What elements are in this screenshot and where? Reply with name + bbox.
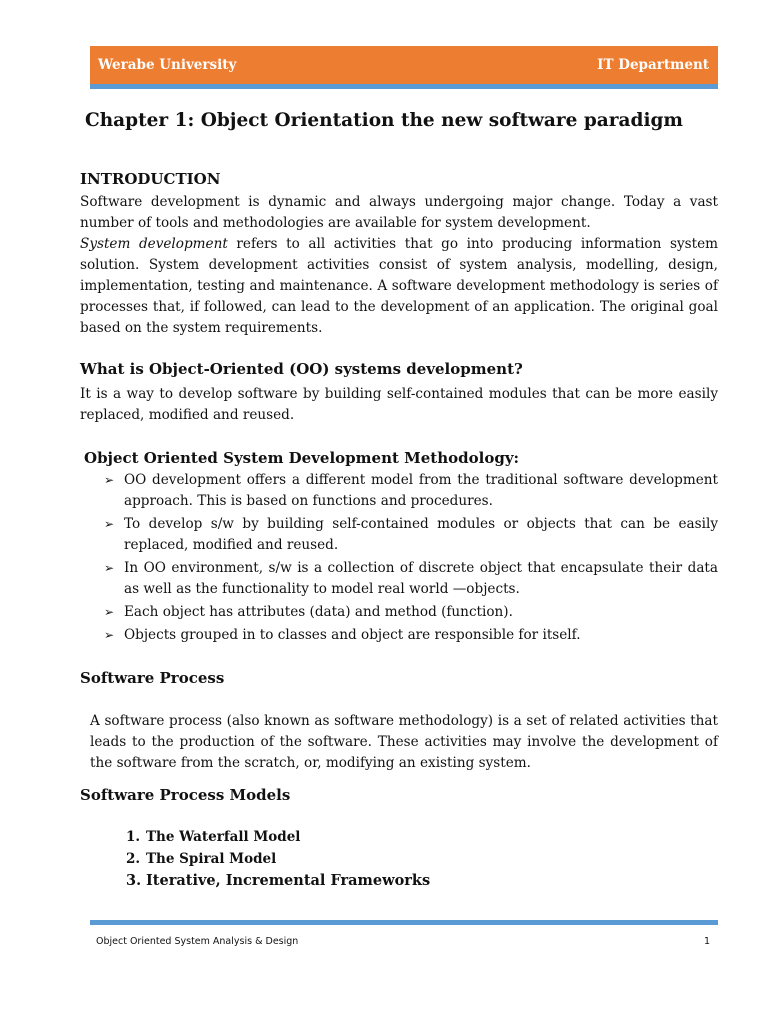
system-development-term: System development [80, 236, 228, 252]
arrow-bullet-icon: ➢ [104, 561, 115, 575]
introduction-paragraph-2-text: refers to all activities that go into producing information system solution. System development activities consist of system analysis, modelling, design, implementation, testing and maintenance. A software development methodology is series of processes that, if followed, can lead to the development of an application. The original goal based on the system requirements. [80, 236, 719, 336]
header-rule [90, 84, 718, 89]
arrow-bullet-icon: ➢ [104, 605, 115, 619]
software-process-paragraph: A software process (also known as software methodology) is a set of related activities that leads to the production of the software. These activities may involve the development of the software from the scratch, or, modifying an existing system. [90, 713, 718, 771]
process-models-list [126, 826, 430, 892]
list-item: ➢ OO development offers a different model from the traditional software development approach. This is based on functions and procedures. [104, 472, 718, 509]
list-item: ➢ Each object has attributes (data) and method (function). [104, 602, 718, 623]
header-university: Werabe University [98, 57, 237, 73]
page-footer [96, 936, 710, 947]
footer-course-title: Object Oriented System Analysis & Design [96, 936, 299, 947]
arrow-bullet-icon: ➢ [104, 517, 115, 531]
methodology-heading: Object Oriented System Development Methodology: [84, 449, 520, 467]
arrow-bullet-icon: ➢ [104, 628, 115, 642]
list-item: ➢ In OO environment, s/w is a collection of discrete object that encapsulate their data as well as the functionality to model real world —objects. [104, 560, 718, 597]
oo-development-heading: What is Object-Oriented (OO) systems development? [80, 360, 523, 378]
introduction-paragraph-2 [80, 234, 718, 339]
footer-rule [90, 920, 718, 925]
process-models-heading: Software Process Models [80, 786, 291, 804]
list-item: ➢ Objects grouped in to classes and object are responsible for itself. [104, 625, 718, 646]
chapter-title: Chapter 1: Object Orientation the new software paradigm [84, 110, 683, 131]
introduction-heading: INTRODUCTION [80, 170, 221, 188]
list-item: 3. Iterative, Incremental Frameworks [126, 872, 431, 889]
introduction-paragraph-1: Software development is dynamic and always undergoing major change. Today a vast number of tools and methodologies are available for system development. [80, 194, 718, 231]
page-number: 1 [703, 936, 710, 947]
oo-development-paragraph: It is a way to develop software by building self-contained modules that can be more easily replaced, modified and reused. [80, 386, 718, 423]
software-process-heading: Software Process [80, 669, 225, 687]
arrow-bullet-icon: ➢ [104, 473, 115, 487]
list-item: 2. The Spiral Model [126, 851, 277, 867]
page-header [90, 46, 718, 84]
header-department: IT Department [597, 57, 709, 73]
list-item: 1. The Waterfall Model [126, 829, 301, 845]
methodology-bullet-list [104, 470, 718, 648]
list-item: ➢ To develop s/w by building self-contained modules or objects that can be easily replaced, modified and reused. [104, 516, 718, 553]
